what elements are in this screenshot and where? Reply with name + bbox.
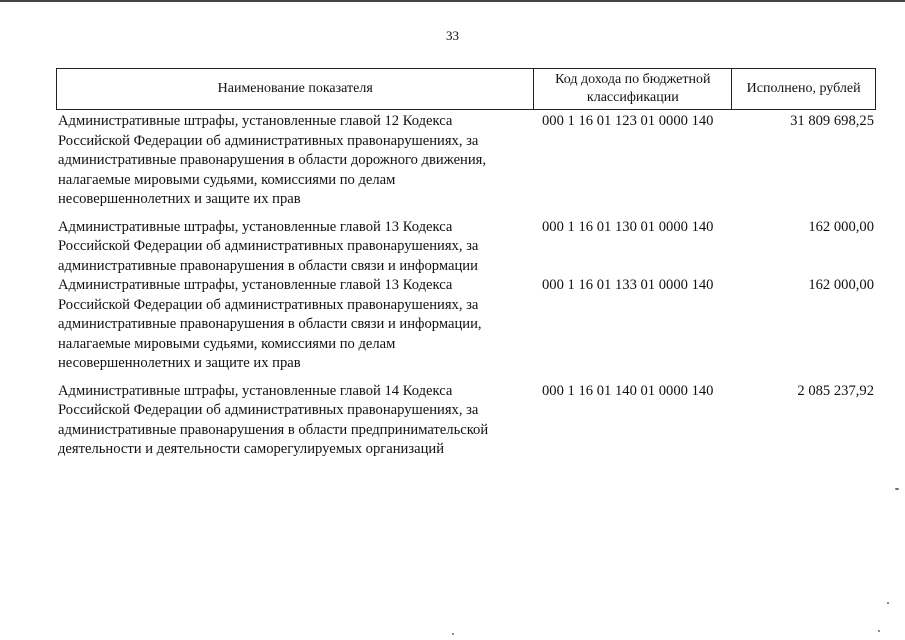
scan-artifact xyxy=(878,630,880,632)
indicator-name-cell: Административные штрафы, установленные главой 13 Кодекса Российской Федерации об административных правонарушениях, за административные правонарушения в области связи и информации, налагаемые мировыми судьями, комиссиями по делам несовершеннолетних и защите их прав xyxy=(58,277,482,371)
top-scan-border xyxy=(0,0,905,2)
scan-artifact xyxy=(452,633,454,635)
table-header xyxy=(56,68,876,110)
revenue-code-cell: 000 1 16 01 133 01 0000 140 xyxy=(542,277,714,293)
table-row xyxy=(56,382,876,460)
revenue-code-cell: 000 1 16 01 130 01 0000 140 xyxy=(542,218,714,235)
revenue-code-cell: 000 1 16 01 123 01 0000 140 xyxy=(542,113,714,129)
revenue-table xyxy=(56,68,876,460)
executed-amount-cell: 162 000,00 xyxy=(808,218,874,235)
indicator-name-cell: Административные штрафы, установленные главой 14 Кодекса Российской Федерации об административных правонарушениях, за административные правонарушения в области предпринимательской деятельности и деятельности саморегулируемых организаций xyxy=(58,382,489,457)
indicator-name-cell: Административные штрафы, установленные главой 12 Кодекса Российской Федерации об административных правонарушениях, за административные правонарушения в области дорожного движения, налагаемые мировыми судьями, комиссиями по делам несовершеннолетних и защите их прав xyxy=(58,113,487,207)
table-row xyxy=(56,218,876,277)
executed-amount-cell: 162 000,00 xyxy=(808,277,874,293)
revenue-code-cell: 000 1 16 01 140 01 0000 140 xyxy=(542,382,714,399)
executed-amount-cell: 31 809 698,25 xyxy=(790,113,874,129)
header-value-column: Исполнено, рублей xyxy=(732,69,876,109)
header-code-column: Код дохода по бюджетной классификации xyxy=(534,69,732,109)
header-name-column: Наименование показателя xyxy=(57,69,534,109)
page-number: 33 xyxy=(446,28,459,43)
scan-artifact xyxy=(887,602,889,604)
executed-amount-cell: 2 085 237,92 xyxy=(797,382,874,399)
scan-artifact xyxy=(895,488,899,490)
table-body xyxy=(56,110,876,460)
indicator-name-cell: Административные штрафы, установленные главой 13 Кодекса Российской Федерации об административных правонарушениях, за административные правонарушения в области связи и информации xyxy=(58,218,479,274)
table-row xyxy=(56,276,876,374)
table-row xyxy=(56,112,876,210)
